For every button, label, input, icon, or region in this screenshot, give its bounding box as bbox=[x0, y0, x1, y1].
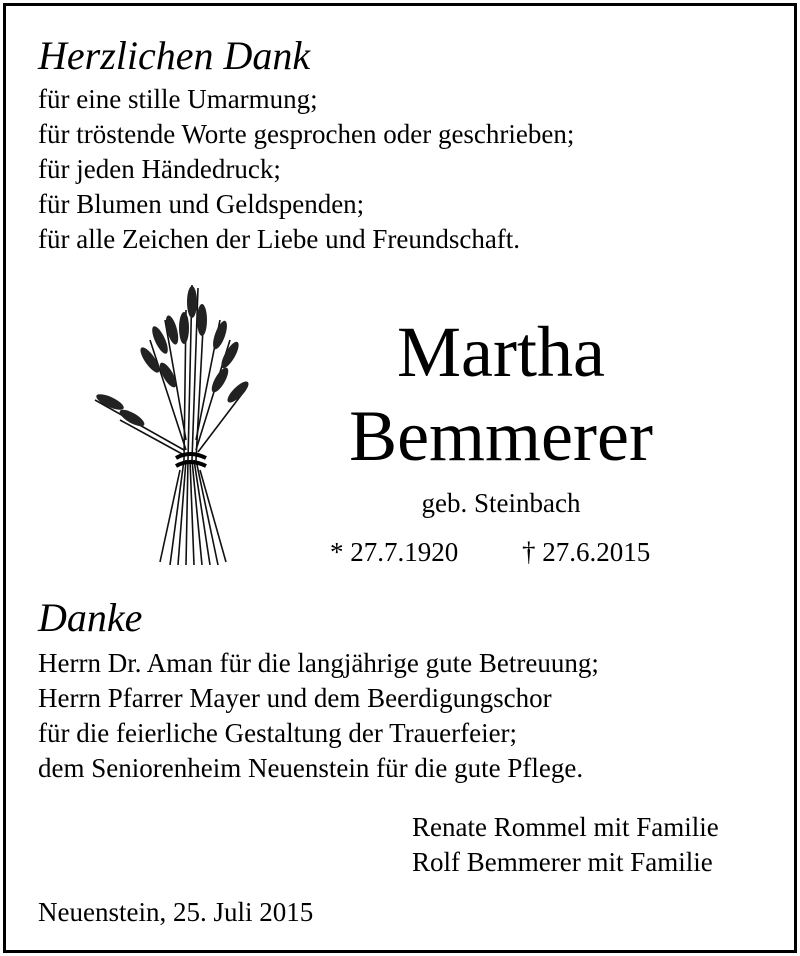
death-date: † 27.6.2015 bbox=[522, 537, 651, 567]
wheat-sheaf-icon bbox=[80, 280, 260, 570]
signature-list bbox=[412, 810, 719, 880]
birth-date: * 27.7.1920 bbox=[330, 537, 459, 567]
maiden-name: geb. Steinbach bbox=[421, 488, 581, 518]
deceased-first-name: Martha bbox=[397, 312, 605, 392]
danke-line: Herrn Dr. Aman für die langjährige gute Betreuung; bbox=[38, 648, 599, 678]
thanks-line: für Blumen und Geldspenden; bbox=[38, 189, 365, 219]
signature-line: Renate Rommel mit Familie bbox=[412, 812, 719, 842]
deceased-last-name: Bemmerer bbox=[349, 396, 653, 476]
thanks-line: für eine stille Umarmung; bbox=[38, 84, 318, 114]
thanks-line: für alle Zeichen der Liebe und Freundschaft. bbox=[38, 224, 521, 254]
danke-list bbox=[38, 646, 599, 786]
danke-line: für die feierliche Gestaltung der Trauerfeier; bbox=[38, 718, 518, 748]
thanks-heading: Herzlichen Dank bbox=[38, 33, 311, 78]
signature-line: Rolf Bemmerer mit Familie bbox=[412, 847, 713, 877]
danke-line: Herrn Pfarrer Mayer und dem Beerdigungschor bbox=[38, 683, 552, 713]
danke-heading: Danke bbox=[38, 595, 143, 640]
thanks-list bbox=[38, 82, 574, 257]
thanks-line: für jeden Händedruck; bbox=[38, 154, 281, 184]
place-date: Neuenstein, 25. Juli 2015 bbox=[38, 897, 314, 927]
thanks-line: für tröstende Worte gesprochen oder geschrieben; bbox=[38, 119, 575, 149]
danke-line: dem Seniorenheim Neuenstein für die gute Pflege. bbox=[38, 753, 584, 783]
